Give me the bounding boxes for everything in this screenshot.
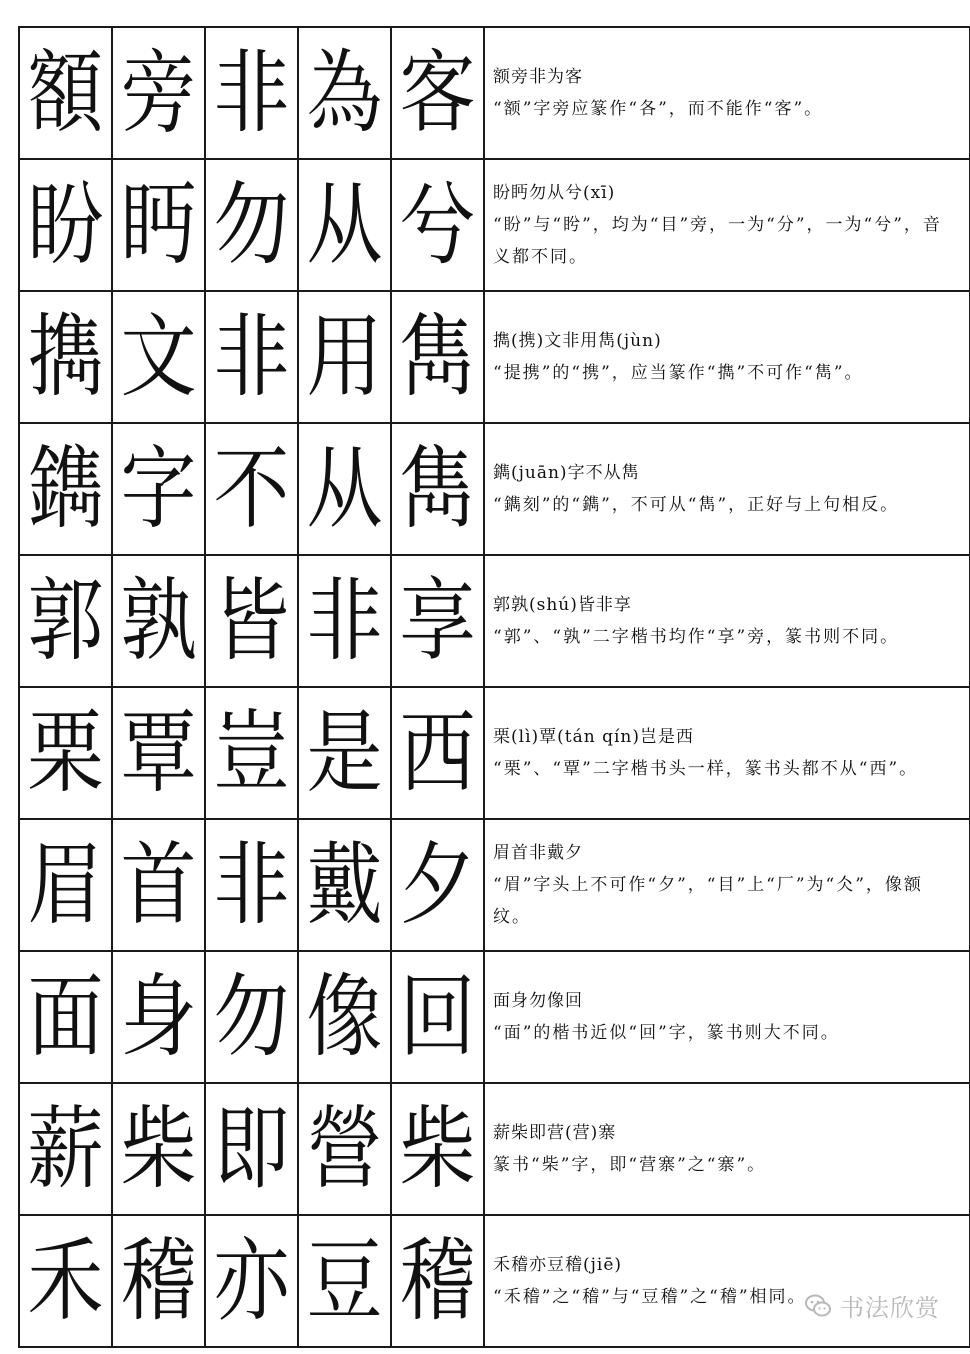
- seal-glyph: 盼: [27, 171, 104, 277]
- glyph-cell: [205, 27, 298, 159]
- explanation-body: “额”字旁应篆作“各”，而不能作“客”。: [493, 99, 824, 119]
- glyph-cell: [112, 1083, 205, 1215]
- seal-glyph: 兮: [399, 171, 476, 277]
- table-row: [19, 555, 970, 687]
- glyph-cell: [298, 1215, 391, 1347]
- table-row: [19, 687, 970, 819]
- glyph-cell: [19, 1083, 112, 1215]
- explanation-cell: [484, 27, 970, 159]
- explanation-body: “鐫刻”的“鐫”，不可从“雋”，正好与上句相反。: [493, 495, 900, 515]
- seal-glyph: 身: [120, 963, 197, 1069]
- glyph-cell: [298, 555, 391, 687]
- glyph-cell: [19, 27, 112, 159]
- seal-glyph: 豈: [213, 699, 290, 805]
- glyph-cell: [112, 951, 205, 1083]
- seal-glyph: 禾: [27, 1227, 104, 1333]
- watermark-text: 书法欣赏: [840, 1294, 940, 1322]
- table-row: [19, 27, 970, 159]
- table-row: [19, 423, 970, 555]
- explanation-heading: 鐫(juān)字不从雋: [493, 463, 640, 483]
- glyph-cell: [205, 819, 298, 951]
- seal-glyph: 豆: [306, 1227, 383, 1333]
- seal-glyph: 客: [399, 39, 476, 145]
- table-row: [19, 291, 970, 423]
- glyph-cell: [391, 687, 484, 819]
- seal-glyph: 柴: [120, 1095, 197, 1201]
- seal-glyph: 回: [399, 963, 476, 1069]
- seal-glyph: 營: [306, 1095, 383, 1201]
- seal-glyph: 擕: [27, 303, 104, 409]
- seal-glyph: 皆: [213, 567, 290, 673]
- seal-glyph: 用: [306, 303, 383, 409]
- seal-glyph: 雋: [399, 303, 476, 409]
- glyph-cell: [205, 423, 298, 555]
- seal-glyph: 不: [213, 435, 290, 541]
- seal-glyph: 即: [213, 1095, 290, 1201]
- table-row: [19, 819, 970, 951]
- glyph-cell: [391, 1083, 484, 1215]
- seal-glyph: 非: [213, 831, 290, 937]
- table-row: [19, 1083, 970, 1215]
- glyph-cell: [298, 27, 391, 159]
- glyph-cell: [205, 1215, 298, 1347]
- glyph-cell: [19, 951, 112, 1083]
- explanation-heading: 额旁非为客: [493, 67, 583, 87]
- glyph-cell: [298, 819, 391, 951]
- seal-glyph: 像: [306, 963, 383, 1069]
- glyph-cell: [298, 159, 391, 291]
- glyph-cell: [19, 555, 112, 687]
- explanation-cell: [484, 819, 970, 951]
- explanation-heading: 面身勿像回: [493, 991, 583, 1011]
- explanation-body: “面”的楷书近似“回”字，篆书则大不同。: [493, 1023, 840, 1043]
- glyph-cell: [112, 159, 205, 291]
- seal-glyph: 覃: [120, 699, 197, 805]
- seal-glyph: 非: [213, 39, 290, 145]
- seal-script-table: [18, 26, 970, 1348]
- glyph-cell: [298, 291, 391, 423]
- seal-glyph: 額: [27, 39, 104, 145]
- seal-glyph: 柴: [399, 1095, 476, 1201]
- explanation-cell: [484, 951, 970, 1083]
- seal-glyph: 勿: [213, 171, 290, 277]
- glyph-cell: [391, 291, 484, 423]
- seal-glyph: 首: [120, 831, 197, 937]
- glyph-cell: [205, 291, 298, 423]
- seal-glyph: 亦: [213, 1227, 290, 1333]
- seal-glyph: 是: [306, 699, 383, 805]
- table-row: [19, 1215, 970, 1347]
- seal-glyph: 字: [120, 435, 197, 541]
- seal-glyph: 从: [306, 435, 383, 541]
- explanation-heading: 禾稽亦豆稽(jiē): [493, 1255, 623, 1275]
- glyph-cell: [112, 819, 205, 951]
- glyph-cell: [205, 1083, 298, 1215]
- explanation-heading: 薪柴即营(营)寨: [493, 1123, 617, 1143]
- seal-glyph: 為: [306, 39, 383, 145]
- glyph-cell: [298, 423, 391, 555]
- seal-glyph: 享: [399, 567, 476, 673]
- explanation-cell: [484, 555, 970, 687]
- explanation-heading: 眉首非戴夕: [493, 843, 583, 863]
- seal-glyph: 戴: [306, 831, 383, 937]
- glyph-cell: [391, 423, 484, 555]
- glyph-cell: [19, 819, 112, 951]
- glyph-cell: [298, 951, 391, 1083]
- seal-glyph: 薪: [27, 1095, 104, 1201]
- explanation-cell: [484, 1083, 970, 1215]
- glyph-cell: [19, 159, 112, 291]
- glyph-cell: [112, 291, 205, 423]
- explanation-cell: [484, 159, 970, 291]
- explanation-cell: [484, 1215, 970, 1347]
- explanation-heading: 栗(lì)覃(tán qín)岂是西: [493, 727, 694, 747]
- explanation-body: “禾稽”之“稽”与“豆稽”之“稽”相同。: [493, 1287, 807, 1307]
- seal-glyph: 文: [120, 303, 197, 409]
- glyph-cell: [19, 687, 112, 819]
- seal-glyph: 雋: [399, 435, 476, 541]
- seal-glyph: 勿: [213, 963, 290, 1069]
- glyph-cell: [19, 1215, 112, 1347]
- seal-glyph: 栗: [27, 699, 104, 805]
- explanation-body: “栗”、“覃”二字楷书头一样，篆书头都不从“西”。: [493, 759, 919, 779]
- table-row: [19, 159, 970, 291]
- glyph-cell: [391, 555, 484, 687]
- glyph-cell: [391, 27, 484, 159]
- seal-glyph: 眉: [27, 831, 104, 937]
- seal-glyph: 非: [306, 567, 383, 673]
- glyph-cell: [205, 687, 298, 819]
- glyph-cell: [112, 555, 205, 687]
- glyph-cell: [112, 27, 205, 159]
- explanation-body: “眉”字头上不可作“夕”，“目”上“厂”为“仌”，像额纹。: [493, 875, 923, 927]
- glyph-cell: [112, 1215, 205, 1347]
- table-row: [19, 951, 970, 1083]
- glyph-cell: [205, 555, 298, 687]
- explanation-cell: [484, 291, 970, 423]
- glyph-cell: [391, 819, 484, 951]
- seal-glyph: 夕: [399, 831, 476, 937]
- explanation-heading: 盼眄勿从兮(xī): [493, 183, 616, 203]
- seal-glyph: 孰: [120, 567, 197, 673]
- seal-glyph: 非: [213, 303, 290, 409]
- glyph-cell: [205, 951, 298, 1083]
- seal-glyph: 面: [27, 963, 104, 1069]
- glyph-cell: [391, 159, 484, 291]
- wechat-icon: [804, 1292, 832, 1320]
- glyph-cell: [112, 687, 205, 819]
- explanation-body: “提携”的“携”，应当篆作“擕”不可作“雋”。: [493, 363, 864, 383]
- seal-glyph: 眄: [120, 171, 197, 277]
- seal-glyph: 从: [306, 171, 383, 277]
- explanation-cell: [484, 423, 970, 555]
- explanation-body: “郭”、“孰”二字楷书均作“享”旁，篆书则不同。: [493, 627, 900, 647]
- explanation-cell: [484, 687, 970, 819]
- seal-glyph: 稽: [399, 1227, 476, 1333]
- glyph-cell: [112, 423, 205, 555]
- glyph-cell: [391, 951, 484, 1083]
- glyph-cell: [298, 687, 391, 819]
- glyph-cell: [205, 159, 298, 291]
- explanation-body: 篆书“柴”字，即“营寨”之“寨”。: [493, 1155, 767, 1175]
- glyph-cell: [391, 1215, 484, 1347]
- seal-glyph: 稽: [120, 1227, 197, 1333]
- explanation-heading: 郭孰(shú)皆非享: [493, 595, 632, 615]
- seal-glyph: 鐫: [27, 435, 104, 541]
- watermark: [804, 1288, 940, 1323]
- explanation-body: “盼”与“盻”，均为“目”旁，一为“分”，一为“兮”，音义都不同。: [493, 215, 942, 267]
- seal-glyph: 西: [399, 699, 476, 805]
- glyph-cell: [19, 423, 112, 555]
- glyph-cell: [19, 291, 112, 423]
- seal-glyph: 郭: [27, 567, 104, 673]
- seal-glyph: 旁: [120, 39, 197, 145]
- glyph-cell: [298, 1083, 391, 1215]
- explanation-heading: 擕(携)文非用雋(jùn): [493, 331, 662, 351]
